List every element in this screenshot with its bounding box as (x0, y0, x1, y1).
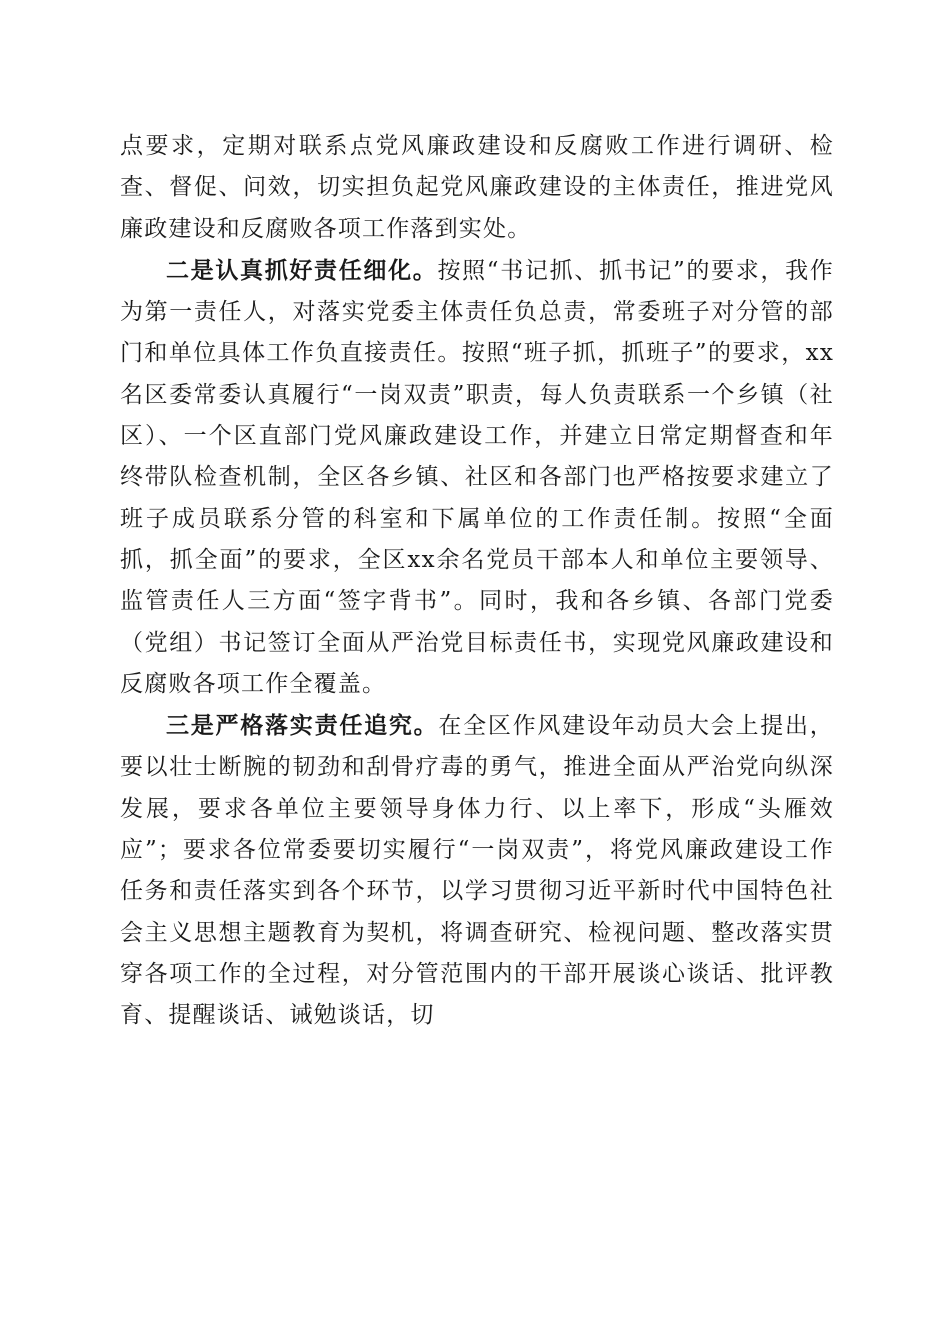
paragraph-responsibility-refinement (120, 250, 834, 705)
paragraph-text: 点要求，定期对联系点党风廉政建设和反腐败工作进行调研、检查、督促、问效，切实担负起党风廉政建设的主体责任，推进党风廉政建设和反腐败各项工作落到实处。 (120, 133, 834, 242)
body-text (120, 126, 834, 1037)
paragraph-text: 在全区作风建设年动员大会上提出，要以壮士断腕的韧劲和刮骨疗毒的勇气，推进全面从严治党向纵深发展，要求各单位主要领导身体力行、以上率下，形成“头雁效应”；要求各位常委要切实履行“一岗双责”，将党风廉政建设工作任务和责任落实到各个环节，以学习贯彻习近平新时代中国特色社会主义思想主题教育为契机，将调查研究、检视问题、整改落实贯穿各项工作的全过程，对分管范围内的干部开展谈心谈话、批评教育、提醒谈话、诫勉谈话，切 (120, 713, 834, 1029)
paragraph-continuation (120, 126, 834, 250)
paragraph-lead: 三是严格落实责任追究。 (166, 712, 439, 740)
paragraph-lead: 二是认真抓好责任细化。 (166, 256, 438, 284)
paragraph-text: 按照“书记抓、抓书记”的要求，我作为第一责任人，对落实党委主体责任负总责，常委班子对分管的部门和单位具体工作负直接责任。按照“班子抓，抓班子”的要求，xx名区委常委认真履行“一岗双责”职责，每人负责联系一个乡镇（社区）、一个区直部门党风廉政建设工作，并建立日常定期督查和年终带队检查机制，全区各乡镇、社区和各部门也严格按要求建立了班子成员联系分管的科室和下属单位的工作责任制。按照“全面抓，抓全面”的要求，全区xx余名党员干部本人和单位主要领导、监管责任人三方面“签字背书”。同时，我和各乡镇、各部门党委（党组）书记签订全面从严治党目标责任书，实现党风廉政建设和反腐败各项工作全覆盖。 (120, 257, 834, 697)
paragraph-accountability (120, 705, 834, 1036)
